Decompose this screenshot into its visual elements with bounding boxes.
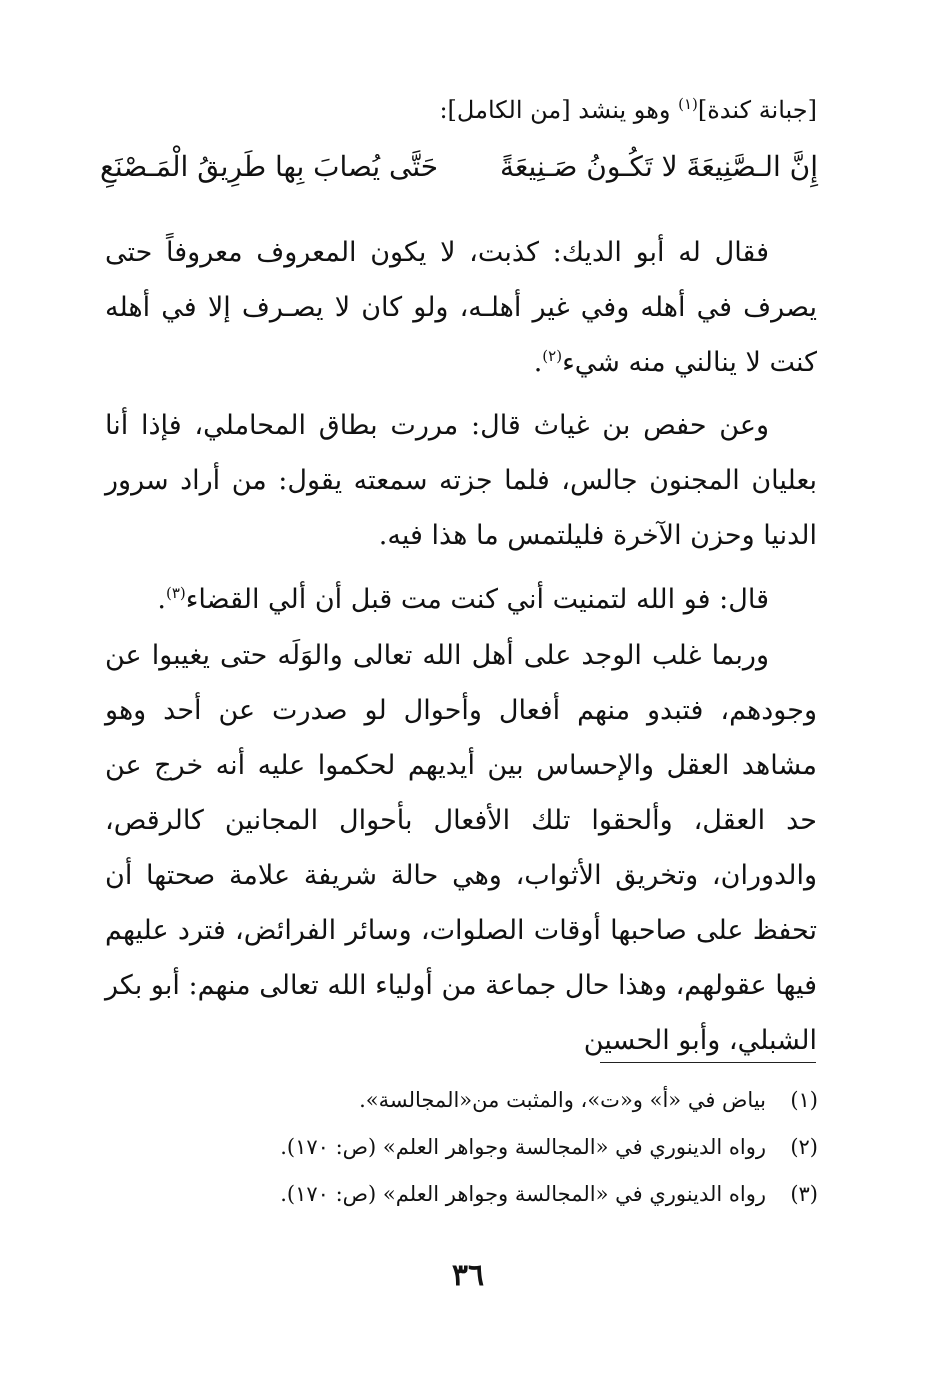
paragraph-text-after: . bbox=[157, 584, 166, 615]
paragraph-abu-al-dik bbox=[105, 225, 817, 390]
paragraph-ecstasy bbox=[105, 628, 817, 1068]
paragraph-hafs bbox=[105, 398, 817, 563]
paragraph-text: قال: فو الله لتمنيت أني كنت مت قبل أن ألي القضاء bbox=[185, 584, 769, 615]
page-number: ٣٦ bbox=[451, 1258, 485, 1293]
footnote-number: (٣) bbox=[790, 1182, 818, 1206]
paragraph-text-after: . bbox=[533, 347, 543, 378]
footnote-text: رواه الدينوري في «المجالسة وجواهر العلم» (ص: ١٧٠). bbox=[280, 1135, 766, 1159]
footnote-separator bbox=[600, 1062, 816, 1063]
footnote-number: (١) bbox=[790, 1088, 818, 1112]
footnote-number: (٢) bbox=[790, 1135, 818, 1159]
intro-text: [جبانة كندة] bbox=[697, 96, 817, 124]
footnote-ref-1: (١) bbox=[678, 95, 698, 113]
paragraph-text: وعن حفص بن غياث قال: مررت بطاق المحاملي، فإذا أنا بعليان المجنون جالس، فلما جزته سمعته يقول: من أراد سرور الدنيا وحزن الآخرة فليلتمس ما هذا فيه. bbox=[105, 410, 817, 551]
paragraph-text: وربما غلب الوجد على أهل الله تعالى والوَلَه حتى يغيبوا عن وجودهم، فتبدو منهم أفعال وأحوال لو صدرت عن أحد وهو مشاهد العقل والإحساس بين أيديهم لحكموا عليه أنه خرج عن حد العقل، وألحقوا تلك الأفعال بأحوال المجانين كالرقص، والدوران، وتخريق الأثواب، وهي حالة شريفة علامة صحتها أن تحفظ على صاحبها أوقات الصلوات، وسائر الفرائض، فترد عليهم فيها عقولهم، وهذا حال جماعة من أولياء الله تعالى منهم: أبو بكر الشبلي، وأبو الحسين bbox=[105, 640, 817, 1056]
poetry-verse bbox=[100, 150, 818, 200]
footnote-ref-2: (٢) bbox=[542, 347, 563, 365]
footnote-item bbox=[200, 1080, 818, 1127]
paragraph-judgeship bbox=[105, 572, 817, 627]
footnote-text: رواه الدينوري في «المجالسة وجواهر العلم» (ص: ١٧٠). bbox=[280, 1182, 766, 1206]
paragraph-text: فقال له أبو الديك: كذبت، لا يكون المعروف معروفاً حتى يصرف في أهله وفي غير أهلـه، ولو كان لا يصـرف إلا في أهله كنت لا ينالني منه شيء bbox=[105, 237, 817, 378]
footnote-text: بياض في «أ» و«ت»، والمثبت من«المجالسة». bbox=[359, 1088, 766, 1112]
footnote-item bbox=[200, 1127, 818, 1174]
verse-first-hemistich: إِنَّ الـصَّنِيعَةَ لا تَكُـونُ صَـنِيعَةً bbox=[499, 150, 818, 183]
footnote-ref-3: (٣) bbox=[165, 584, 186, 602]
footnotes bbox=[200, 1080, 818, 1221]
footnote-item bbox=[200, 1174, 818, 1221]
intro-text-after: وهو ينشد [من الكامل]: bbox=[439, 96, 679, 124]
intro-line bbox=[105, 90, 817, 130]
verse-second-hemistich: حَتَّى يُصابَ بِها طَرِيقُ الْمَـصْنَعِ bbox=[100, 150, 439, 183]
